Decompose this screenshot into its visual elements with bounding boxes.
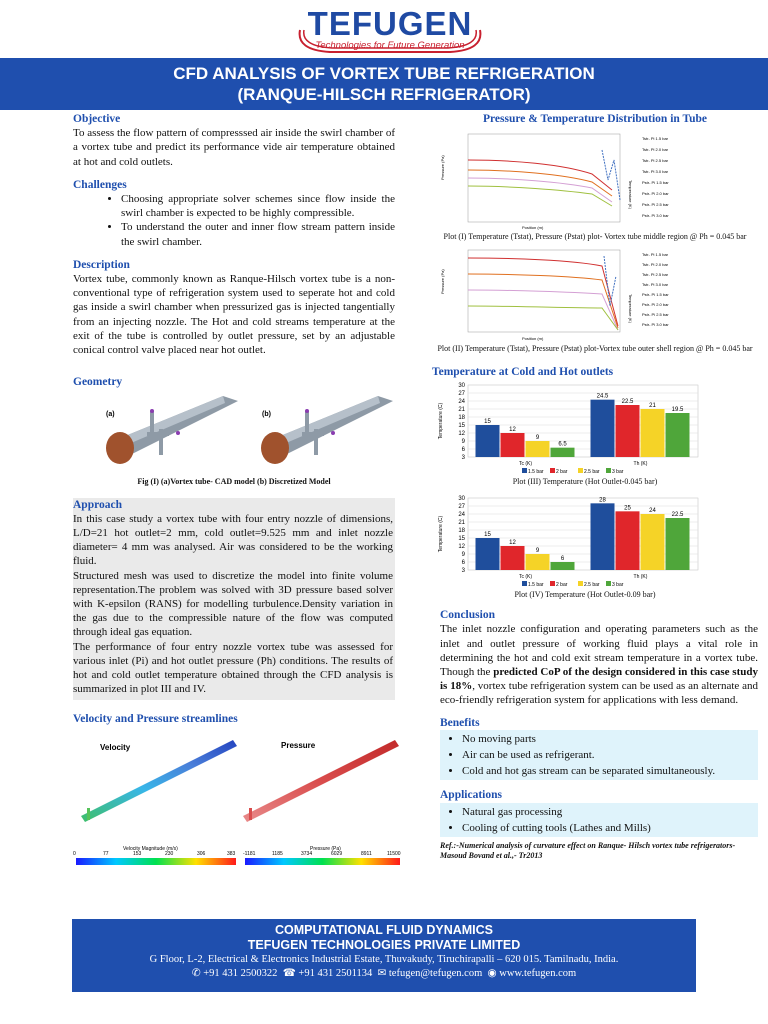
y-tick-label: 15 bbox=[458, 422, 465, 429]
bar bbox=[641, 409, 665, 457]
reference-text: Ref.:-Numerical analysis of curvature effect on Ranque- Hilsch vortex tube refrigerators- Masoud Bovand et al.,- Tr2013 bbox=[440, 841, 736, 861]
conclusion-section bbox=[432, 608, 758, 707]
footer-line-1: COMPUTATIONAL FLUID DYNAMICS bbox=[274, 923, 494, 937]
category-label: Tc (K) bbox=[518, 574, 533, 581]
legend-swatch bbox=[550, 468, 555, 473]
legend-label: 2.5 bar bbox=[584, 468, 600, 475]
vortex-tube-mesh-icon bbox=[261, 396, 393, 464]
plot1-y2label: Temperature (K) bbox=[628, 180, 633, 210]
distribution-plot-2 bbox=[432, 246, 758, 342]
bar bbox=[476, 425, 500, 457]
description-heading: Description bbox=[73, 258, 130, 271]
list-item: • Air can be used as refrigerant. bbox=[462, 748, 758, 762]
svg-text:1185: 1185 bbox=[272, 850, 283, 857]
bar-value-label: 22.5 bbox=[671, 512, 684, 519]
footer-web[interactable]: www.tefugen.com bbox=[499, 968, 577, 979]
legend-label: 2 bar bbox=[556, 468, 568, 475]
benefits-section bbox=[432, 716, 758, 861]
y-axis-label: Temperature (C) bbox=[438, 515, 444, 553]
bar-value-label: 9 bbox=[535, 434, 540, 441]
velocity-colorbar bbox=[76, 858, 236, 865]
svg-text:Tstr- Pi 2.5 bar: Tstr- Pi 2.5 bar bbox=[642, 158, 669, 164]
legend-label: 3 bar bbox=[612, 582, 624, 589]
bar bbox=[526, 441, 550, 457]
category-label: Th (K) bbox=[633, 574, 648, 581]
bar-value-label: 22.5 bbox=[621, 398, 634, 405]
streamlines-figure bbox=[73, 728, 403, 878]
bar bbox=[591, 503, 615, 570]
footer-address: G Floor, L-2, Electrical & Electronics Industrial Estate, Thuvakudy, Tiruchirapalli – 620 015. Tamilnadu, India. bbox=[149, 954, 619, 965]
plot2-xlabel: Position (m) bbox=[522, 336, 544, 342]
bar bbox=[476, 538, 500, 570]
title-banner bbox=[0, 58, 768, 110]
y-tick-label: 18 bbox=[458, 414, 465, 421]
bar-value-label: 28 bbox=[599, 497, 606, 504]
vortex-tube-cad-icon bbox=[106, 396, 238, 464]
plot3-title: Plot (III) Temperature (Hot Outlet-0.045 bar) bbox=[512, 476, 658, 486]
bar bbox=[551, 447, 575, 456]
legend-label: 3 bar bbox=[612, 468, 624, 475]
svg-text:Pstr- Pi 2.0 bar: Pstr- Pi 2.0 bar bbox=[642, 302, 669, 308]
svg-text:Pstr- Pi 1.5 bar: Pstr- Pi 1.5 bar bbox=[642, 292, 669, 298]
bar bbox=[591, 399, 615, 456]
p-legend-title: Pressure (Pa) bbox=[310, 845, 341, 852]
logo-text: TEFUGEN bbox=[307, 5, 473, 42]
svg-text:Tstr- Pi 2.0 bar: Tstr- Pi 2.0 bar bbox=[642, 147, 669, 153]
legend-label: 2.5 bar bbox=[584, 582, 600, 589]
pressure-label: Pressure bbox=[281, 740, 316, 750]
svg-text:Tstr- Pi 2.5 bar: Tstr- Pi 2.5 bar bbox=[642, 272, 669, 278]
list-item: • Cooling of cutting tools (Lathes and Mills) bbox=[462, 821, 758, 835]
bar-value-label: 15 bbox=[484, 532, 491, 539]
bar bbox=[641, 514, 665, 570]
y-tick-label: 3 bbox=[461, 568, 465, 575]
benefits-heading: Benefits bbox=[440, 716, 480, 729]
y-tick-label: 12 bbox=[458, 544, 465, 551]
bar-value-label: 19.5 bbox=[671, 406, 684, 413]
svg-text:230: 230 bbox=[165, 850, 174, 857]
legend-swatch bbox=[606, 581, 611, 586]
geometry-heading: Geometry bbox=[73, 376, 123, 389]
challenges-heading: Challenges bbox=[73, 178, 127, 191]
svg-text:11500: 11500 bbox=[387, 850, 401, 857]
svg-text:Pstr- Pi 1.5 bar: Pstr- Pi 1.5 bar bbox=[642, 180, 669, 186]
y-tick-label: 3 bbox=[461, 454, 465, 461]
conclusion-text: The inlet nozzle configuration and operating parameters such as the inlet and outlet pressure of working fluid plays a vital role in determining the hot and cold exit stream temperature in a vortex tube. Though the predicted CoP of the design considered in this case study is 18%, vortex tube refrigeration system can be used as an alternate and eco-friendly refrigeration system for applications with less demand. bbox=[440, 623, 758, 707]
plot2-y2label: Temperature (K) bbox=[628, 294, 633, 324]
objective-text: To assess the flow pattern of compresssed air inside the swirl chamber of a vortex tube and predict its performance vide air temperature obtained at hot and cold outlets. bbox=[73, 127, 395, 168]
plot2-caption: Plot (II) Temperature (Tstat), Pressure (Pstat) plot-Vortex tube outer shell region @ Ph = 0.045 bar bbox=[437, 344, 753, 354]
bar bbox=[616, 405, 640, 457]
bar bbox=[526, 554, 550, 570]
legend-swatch bbox=[606, 468, 611, 473]
benefits-list bbox=[440, 732, 758, 779]
geometry-label-b: (b) bbox=[262, 411, 271, 419]
legend-swatch bbox=[578, 581, 583, 586]
svg-text:Pstr- Pi 2.0 bar: Pstr- Pi 2.0 bar bbox=[642, 191, 669, 197]
svg-text:-1181: -1181 bbox=[243, 850, 256, 857]
plot1-xlabel: Position (m) bbox=[522, 225, 544, 231]
title-line-1: CFD ANALYSIS OF VORTEX TUBE REFRIGERATION bbox=[173, 64, 595, 83]
legend-label: 2 bar bbox=[556, 582, 568, 589]
svg-text:153: 153 bbox=[133, 850, 142, 857]
bar bbox=[666, 518, 690, 570]
bar-value-label: 15 bbox=[484, 418, 491, 425]
y-tick-label: 30 bbox=[458, 382, 465, 389]
svg-text:Tstr- Pi 3.0 bar: Tstr- Pi 3.0 bar bbox=[642, 169, 669, 175]
svg-text:3734: 3734 bbox=[301, 850, 313, 857]
geometry-figure bbox=[73, 391, 395, 471]
approach-text-3: The performance of four entry nozzle vortex tube was assessed for various inlet (Pi) and hot outlet pressure (Ph) conditions. The results of hot and cold outlet temperature obtained through the CFD analysis is summarized in plot III and IV. bbox=[73, 640, 393, 696]
bar-value-label: 24.5 bbox=[596, 393, 609, 400]
legend-swatch bbox=[522, 468, 527, 473]
y-tick-label: 24 bbox=[458, 398, 465, 405]
description-text: Vortex tube, commonly known as Ranque-Hilsch vortex tube is a non-conventional type of refrigeration system used to seperate hot and cold gas inside a swirl chamber when pressurized gas is injected tangentially from an injecting nozzle. The Hot and cold streams temperature at the exit of the tube is controlled by outlet pressure, set by an adjustable conical control valve placed near hot outlet. bbox=[73, 273, 395, 357]
bar bbox=[666, 413, 690, 457]
bar bbox=[501, 433, 525, 457]
bar-value-label: 24 bbox=[649, 508, 656, 515]
footer-email[interactable]: tefugen@tefugen.com bbox=[388, 968, 483, 979]
bar-value-label: 9 bbox=[535, 548, 540, 555]
y-tick-label: 9 bbox=[461, 552, 465, 559]
geometry-caption: Fig (I) (a)Vortex tube- CAD model (b) Discretized Model bbox=[137, 477, 331, 487]
y-tick-label: 6 bbox=[461, 446, 465, 453]
legend-label: 1.5 bar bbox=[528, 582, 544, 589]
temperature-chart-hot-009 bbox=[432, 492, 702, 588]
list-item: • Natural gas processing bbox=[462, 805, 758, 819]
footer-fax: +91 431 2501134 bbox=[298, 968, 373, 979]
y-tick-label: 24 bbox=[458, 512, 465, 519]
phone-icon: ✆ bbox=[191, 968, 201, 979]
distribution-plot-1 bbox=[432, 130, 758, 230]
bar bbox=[551, 562, 575, 570]
bar-value-label: 21 bbox=[649, 402, 656, 409]
legend-swatch bbox=[578, 468, 583, 473]
legend-label: 1.5 bar bbox=[528, 468, 544, 475]
velocity-tube bbox=[81, 740, 237, 822]
title-line-2: (RANQUE-HILSCH REFRIGERATOR) bbox=[237, 85, 531, 104]
svg-text:383: 383 bbox=[227, 850, 236, 857]
svg-text:0: 0 bbox=[73, 850, 76, 857]
globe-icon: ◉ bbox=[487, 968, 497, 979]
y-tick-label: 18 bbox=[458, 528, 465, 535]
right-column bbox=[432, 112, 758, 861]
applications-list bbox=[440, 805, 758, 835]
list-item: • To understand the outer and inner flow stream pattern inside the swirl chamber. bbox=[121, 220, 395, 248]
plot1-ylabel: Pressure (Pa) bbox=[440, 155, 445, 181]
pressure-colorbar bbox=[245, 858, 400, 865]
bar bbox=[616, 511, 640, 570]
svg-text:6029: 6029 bbox=[331, 850, 343, 857]
y-tick-label: 27 bbox=[458, 390, 465, 397]
fax-icon: ☎ bbox=[282, 968, 296, 979]
plot2-ylabel: Pressure (Pa) bbox=[440, 269, 445, 295]
conclusion-heading: Conclusion bbox=[440, 609, 495, 622]
svg-text:Tstr- Pi 1.5 bar: Tstr- Pi 1.5 bar bbox=[642, 136, 669, 142]
temperature-chart-hot-0045 bbox=[432, 379, 702, 475]
footer bbox=[72, 919, 696, 992]
plot4-title: Plot (IV) Temperature (Hot Outlet-0.09 bar) bbox=[514, 590, 656, 600]
distribution-heading: Pressure & Temperature Distribution in Tube bbox=[483, 113, 707, 125]
logo-tagline: Technologies for Future Generation bbox=[315, 40, 465, 51]
approach-heading: Approach bbox=[73, 498, 122, 511]
bar-value-label: 6 bbox=[560, 556, 565, 563]
svg-text:Pstr- Pi 3.0 bar: Pstr- Pi 3.0 bar bbox=[642, 213, 669, 219]
y-tick-label: 21 bbox=[458, 406, 465, 413]
temps-heading: Temperature at Cold and Hot outlets bbox=[432, 365, 614, 378]
y-tick-label: 12 bbox=[458, 430, 465, 437]
approach-text-2: Structured mesh was used to discretize the model into finite volume representation.The problem was solved with 3D pressure based solver with K-epsilon (RANS) for modelling turbulence.Density variation in the gas due to the compressible nature of the flow was computed through ideal gas equation. bbox=[73, 569, 393, 639]
plot1-caption: Plot (I) Temperature (Tstat), Pressure (Pstat) plot- Vortex tube middle region @ Ph = 0.045 bar bbox=[443, 232, 747, 242]
svg-text:306: 306 bbox=[197, 850, 206, 857]
objective-heading: Objective bbox=[73, 113, 121, 125]
bar-value-label: 6.5 bbox=[558, 441, 567, 448]
list-item: • Cold and hot gas stream can be separated simultaneously. bbox=[462, 764, 758, 778]
y-tick-label: 30 bbox=[458, 496, 465, 503]
left-column bbox=[73, 112, 401, 878]
category-label: Th (K) bbox=[633, 460, 648, 467]
velocity-label: Velocity bbox=[100, 742, 131, 752]
footer-phone: +91 431 2500322 bbox=[203, 968, 278, 979]
svg-text:Pstr- Pi 2.5 bar: Pstr- Pi 2.5 bar bbox=[642, 312, 669, 318]
bar-value-label: 12 bbox=[509, 540, 516, 547]
streamlines-heading: Velocity and Pressure streamlines bbox=[73, 712, 238, 725]
geometry-label-a: (a) bbox=[106, 411, 115, 419]
vel-legend-title: Velocity Magnitude (m/s) bbox=[123, 845, 178, 852]
approach-box bbox=[73, 498, 395, 700]
y-tick-label: 6 bbox=[461, 560, 465, 567]
legend-swatch bbox=[550, 581, 555, 586]
footer-contacts bbox=[72, 967, 696, 981]
y-tick-label: 15 bbox=[458, 536, 465, 543]
svg-text:8911: 8911 bbox=[361, 850, 372, 857]
header-logo bbox=[0, 0, 768, 58]
svg-text:Pstr- Pi 3.0 bar: Pstr- Pi 3.0 bar bbox=[642, 322, 669, 328]
list-item: • Choosing appropriate solver schemes since flow inside the swirl chamber is expected to be highly compressible. bbox=[121, 192, 395, 220]
y-tick-label: 9 bbox=[461, 438, 465, 445]
y-tick-label: 21 bbox=[458, 520, 465, 527]
bar bbox=[501, 546, 525, 570]
email-icon: ✉ bbox=[377, 968, 387, 979]
pressure-tube bbox=[243, 740, 399, 822]
challenges-list bbox=[73, 192, 395, 249]
applications-heading: Applications bbox=[440, 789, 502, 802]
approach-text-1: In this case study a vortex tube with four entry nozzle of dimensions, L/D=21 hot outlet=2 mm, cold outlet=9.525 mm and inlet nozzle diameter= 4 mm was analysed. Air was considered to be the working fluid. bbox=[73, 512, 393, 568]
y-axis-label: Temperature (C) bbox=[438, 402, 444, 440]
svg-text:77: 77 bbox=[103, 850, 109, 857]
footer-line-2: TEFUGEN TECHNOLOGIES PRIVATE LIMITED bbox=[247, 938, 521, 952]
list-item: • No moving parts bbox=[462, 732, 758, 746]
legend-swatch bbox=[522, 581, 527, 586]
y-tick-label: 27 bbox=[458, 504, 465, 511]
svg-text:Tstr- Pi 3.0 bar: Tstr- Pi 3.0 bar bbox=[642, 282, 669, 288]
bar-value-label: 25 bbox=[624, 505, 631, 512]
svg-text:Pstr- Pi 2.5 bar: Pstr- Pi 2.5 bar bbox=[642, 202, 669, 208]
category-label: Tc (K) bbox=[518, 460, 533, 467]
svg-text:Tstr- Pi 1.5 bar: Tstr- Pi 1.5 bar bbox=[642, 252, 669, 258]
svg-text:Tstr- Pi 2.0 bar: Tstr- Pi 2.0 bar bbox=[642, 262, 669, 268]
bar-value-label: 12 bbox=[509, 426, 516, 433]
